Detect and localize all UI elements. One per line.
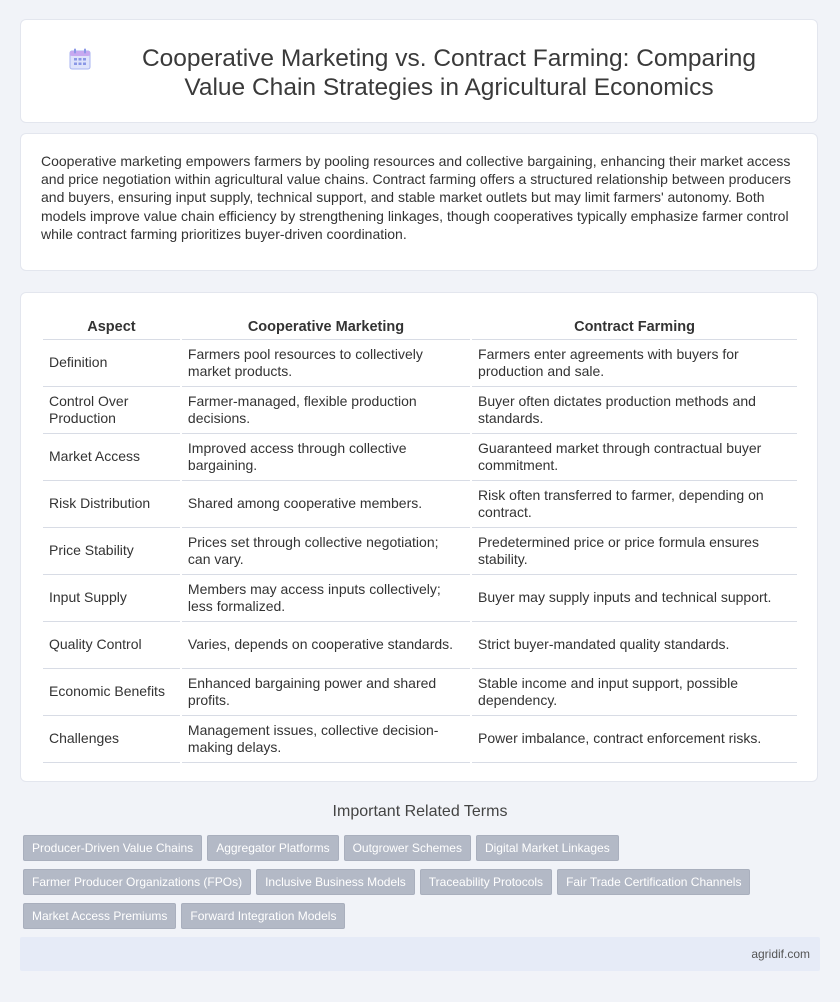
row-aspect: Challenges xyxy=(43,716,180,763)
table-row xyxy=(43,575,797,622)
row-cooperative: Shared among cooperative members. xyxy=(182,481,470,528)
title-card xyxy=(20,19,818,123)
row-contract: Farmers enter agreements with buyers for production and sale. xyxy=(472,340,797,387)
related-term-tag[interactable]: Farmer Producer Organizations (FPOs) xyxy=(23,869,251,895)
related-terms-title: Important Related Terms xyxy=(332,803,508,820)
header-cooperative-marketing: Cooperative Marketing xyxy=(182,317,470,340)
table-row xyxy=(43,669,797,716)
row-contract: Power imbalance, contract enforcement risks. xyxy=(472,716,797,763)
related-term-tag[interactable]: Fair Trade Certification Channels xyxy=(557,869,750,895)
footer-site-link[interactable]: agridif.com xyxy=(751,947,810,961)
row-aspect: Definition xyxy=(43,340,180,387)
table-row xyxy=(43,622,797,669)
related-term-tag[interactable]: Market Access Premiums xyxy=(23,903,176,929)
header-contract-farming: Contract Farming xyxy=(472,317,797,340)
row-cooperative: Improved access through collective bargaining. xyxy=(182,434,470,481)
intro-paragraph: Cooperative marketing empowers farmers by pooling resources and collective bargaining, enhancing their market access and price negotiation within agricultural value chains. Contract farming offers a structured relationship between producers and buyers, ensuring input supply, technical support, and stable market outlets but may limit farmers' autonomy. Both models improve value chain efficiency by strengthening linkages, though cooperatives typically emphasize farmer control while contract farming prioritizes buyer-driven coordination. xyxy=(41,153,791,242)
row-cooperative: Varies, depends on cooperative standards. xyxy=(182,622,470,669)
row-cooperative: Prices set through collective negotiation; can vary. xyxy=(182,528,470,575)
row-aspect: Economic Benefits xyxy=(43,669,180,716)
row-aspect: Risk Distribution xyxy=(43,481,180,528)
row-contract: Stable income and input support, possible dependency. xyxy=(472,669,797,716)
related-term-tag[interactable]: Forward Integration Models xyxy=(181,903,345,929)
related-terms-list xyxy=(23,835,803,937)
row-aspect: Quality Control xyxy=(43,622,180,669)
row-contract: Guaranteed market through contractual buyer commitment. xyxy=(472,434,797,481)
comparison-table xyxy=(41,317,799,763)
intro-card xyxy=(20,133,818,271)
header-aspect: Aspect xyxy=(43,317,180,340)
row-contract: Buyer may supply inputs and technical support. xyxy=(472,575,797,622)
related-term-tag[interactable]: Outgrower Schemes xyxy=(344,835,471,861)
row-aspect: Price Stability xyxy=(43,528,180,575)
table-header-row xyxy=(43,317,797,340)
row-contract: Buyer often dictates production methods and standards. xyxy=(472,387,797,434)
row-cooperative: Members may access inputs collectively; less formalized. xyxy=(182,575,470,622)
row-cooperative: Farmers pool resources to collectively market products. xyxy=(182,340,470,387)
table-row xyxy=(43,340,797,387)
row-aspect: Control Over Production xyxy=(43,387,180,434)
footer-bar xyxy=(20,937,820,971)
table-row xyxy=(43,528,797,575)
row-cooperative: Farmer-managed, flexible production decisions. xyxy=(182,387,470,434)
table-row xyxy=(43,434,797,481)
row-contract: Strict buyer-mandated quality standards. xyxy=(472,622,797,669)
related-term-tag[interactable]: Digital Market Linkages xyxy=(476,835,619,861)
comparison-card xyxy=(20,292,818,782)
row-aspect: Input Supply xyxy=(43,575,180,622)
table-row xyxy=(43,387,797,434)
row-cooperative: Enhanced bargaining power and shared profits. xyxy=(182,669,470,716)
table-row xyxy=(43,481,797,528)
row-contract: Risk often transferred to farmer, depending on contract. xyxy=(472,481,797,528)
related-term-tag[interactable]: Aggregator Platforms xyxy=(207,835,338,861)
related-term-tag[interactable]: Producer-Driven Value Chains xyxy=(23,835,202,861)
row-cooperative: Management issues, collective decision-making delays. xyxy=(182,716,470,763)
related-term-tag[interactable]: Inclusive Business Models xyxy=(256,869,415,895)
page-title: Cooperative Marketing vs. Contract Farming: Comparing Value Chain Strategies in Agricultural Economics xyxy=(141,45,757,101)
row-aspect: Market Access xyxy=(43,434,180,481)
related-term-tag[interactable]: Traceability Protocols xyxy=(420,869,552,895)
row-contract: Predetermined price or price formula ensures stability. xyxy=(472,528,797,575)
table-row xyxy=(43,716,797,763)
